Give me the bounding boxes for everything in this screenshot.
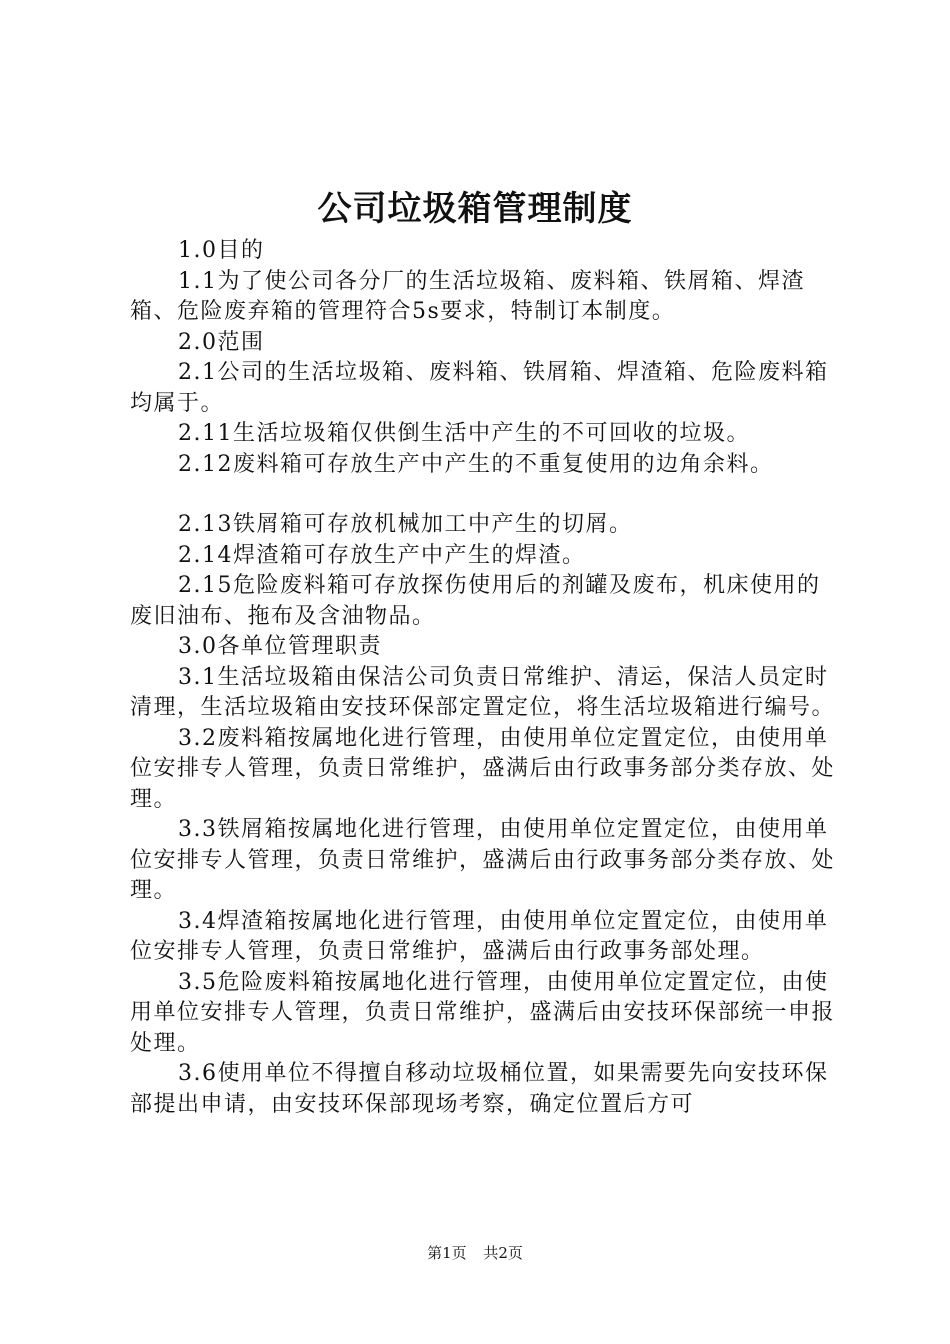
page-footer <box>0 1243 950 1263</box>
paragraph: 2.15危险废料箱可存放探伤使用后的剂罐及废布，机床使用的废旧油布、拖布及含油物品。 <box>130 573 821 629</box>
section-heading: 3.0各单位管理职责 <box>178 634 382 659</box>
paragraph: 3.1生活垃圾箱由保洁公司负责日常维护、清运，保洁人员定时清理，生活垃圾箱由安技环保部定置定位，将生活垃圾箱进行编号。 <box>130 664 836 720</box>
paragraph: 2.11生活垃圾箱仅供倒生活中产生的不可回收的垃圾。 <box>178 421 750 446</box>
paragraph: 2.13铁屑箱可存放机械加工中产生的切屑。 <box>178 512 633 537</box>
page-number: 第1页 <box>427 1244 467 1262</box>
paragraph: 3.4焊渣箱按属地化进行管理，由使用单位定置定位，由使用单位安排专人管理，负责日常维护，盛满后由行政事务部处理。 <box>130 908 829 964</box>
paragraph: 2.14焊渣箱可存放生产中产生的焊渣。 <box>178 542 586 568</box>
document-title: 公司垃圾箱管理制度 <box>317 189 633 229</box>
section-heading: 1.0目的 <box>178 238 265 263</box>
paragraph: 3.5危险废料箱按属地化进行管理，由使用单位定置定位，由使用单位安排专人管理，负责日常维护，盛满后由安技环保部统一申报处理。 <box>130 969 836 1056</box>
paragraph: 1.1为了使公司各分厂的生活垃圾箱、废料箱、铁屑箱、焊渣箱、危险废弃箱的管理符合5s要求，特制订本制度。 <box>130 268 805 324</box>
paragraph: 2.12废料箱可存放生产中产生的不重复使用的边角余料。 <box>178 451 774 477</box>
section-heading: 2.0范围 <box>178 329 265 355</box>
paragraph: 3.6使用单位不得擅自移动垃圾桶位置，如果需要先向安技环保部提出申请，由安技环保部现场考察，确定位置后方可 <box>130 1061 829 1117</box>
paragraph: 3.2废料箱按属地化进行管理，由使用单位定置定位，由使用单位安排专人管理，负责日常维护，盛满后由行政事务部分类存放、处理。 <box>130 725 836 812</box>
document-body <box>130 236 835 1120</box>
page-total: 共2页 <box>483 1244 523 1262</box>
paragraph: 2.1公司的生活垃圾箱、废料箱、铁屑箱、焊渣箱、危险废料箱均属于。 <box>130 360 829 416</box>
paragraph: 3.3铁屑箱按属地化进行管理，由使用单位定置定位，由使用单位安排专人管理，负责日常维护，盛满后由行政事务部分类存放、处理。 <box>130 817 836 903</box>
blank-line <box>130 480 835 510</box>
